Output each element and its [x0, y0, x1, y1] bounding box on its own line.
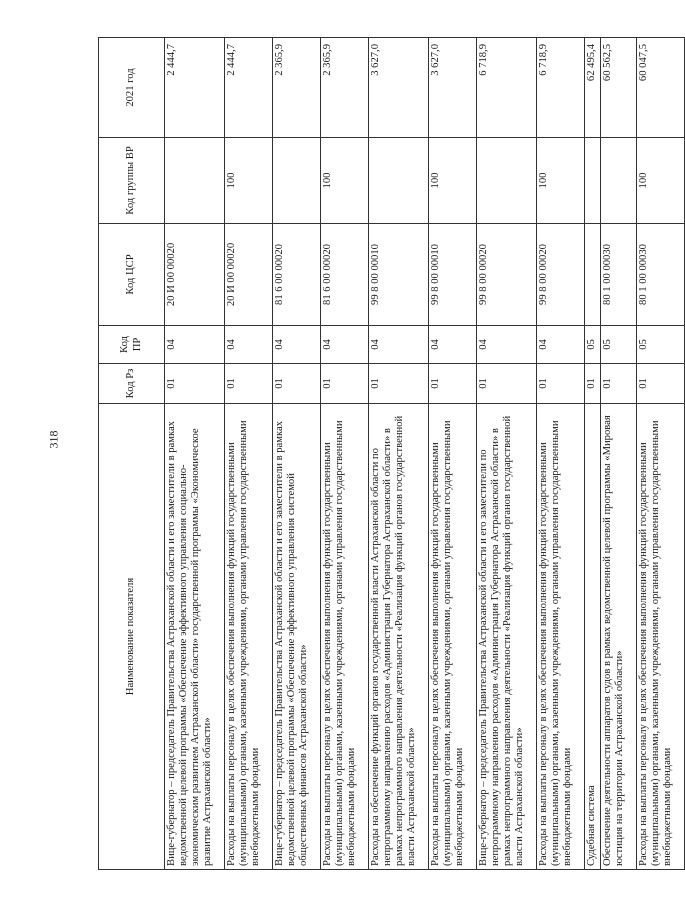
- row-pr: 04: [537, 326, 585, 364]
- row-csr: 99 8 00 00010: [429, 224, 477, 326]
- row-rz: 01: [429, 364, 477, 404]
- row-name: Вице-губернатор – председатель Правительства Астраханской области и его заместители в рамках ведомственной целевой программы «Обеспечение эффективного управления системой общественных финансов Астраханской области»: [273, 404, 321, 870]
- row-value: 2 365,9: [273, 38, 321, 138]
- row-value: 2 365,9: [321, 38, 369, 138]
- row-rz: 01: [637, 364, 685, 404]
- table-row: [537, 38, 585, 870]
- row-name: Расходы на выплаты персоналу в целях обеспечения выполнения функций государственными (муниципальными) органами, казенными учреждениями, органами управления государственными внебюджетными фондами: [429, 404, 477, 870]
- row-vr: [165, 138, 225, 224]
- row-value: 6 718,9: [537, 38, 585, 138]
- row-name: Обеспечение деятельности аппаратов судов в рамках ведомственной целевой программы «Мировая юстиция на территории Астраханской области»: [601, 404, 637, 870]
- row-csr: [585, 224, 601, 326]
- row-name: Расходы на выплаты персоналу в целях обеспечения выполнения функций государственными (муниципальными) органами, казенными учреждениями, органами управления государственными внебюджетными фондами: [537, 404, 585, 870]
- table-row: [637, 38, 685, 870]
- row-pr: 05: [585, 326, 601, 364]
- row-vr: [273, 138, 321, 224]
- row-vr: [601, 138, 637, 224]
- row-csr: 20 И 00 00020: [225, 224, 273, 326]
- row-vr: [369, 138, 429, 224]
- row-rz: 01: [225, 364, 273, 404]
- header-pr: Код ПР: [99, 326, 165, 364]
- row-value: 6 718,9: [477, 38, 537, 138]
- row-pr: 04: [225, 326, 273, 364]
- row-value: 60 047,5: [637, 38, 685, 138]
- row-name: Расходы на выплаты персоналу в целях обеспечения выполнения функций государственными (муниципальными) органами, казенными учреждениями, органами управления государственными внебюджетными фондами: [321, 404, 369, 870]
- table-row: [477, 38, 537, 870]
- row-name: Вице-губернатор – председатель Правительства Астраханской области и его заместители по непрограммному направлению расходов «Администрация Губернатора Астраханской области» в рамках непрограммного направления деятельности «Реализация функций органов государственной власти Астраханской области»: [477, 404, 537, 870]
- row-value: 60 562,5: [601, 38, 637, 138]
- row-csr: 81 6 00 00020: [321, 224, 369, 326]
- row-pr: 04: [273, 326, 321, 364]
- row-value: 2 444,7: [225, 38, 273, 138]
- header-year: 2021 год: [99, 38, 165, 138]
- row-vr: [477, 138, 537, 224]
- page-number: 318: [46, 430, 61, 449]
- row-rz: 01: [165, 364, 225, 404]
- row-csr: 99 8 00 00020: [477, 224, 537, 326]
- table-row: [601, 38, 637, 870]
- row-rz: 01: [585, 364, 601, 404]
- row-rz: 01: [537, 364, 585, 404]
- header-name: Наименование показателя: [99, 404, 165, 870]
- row-name: Судебная система: [585, 404, 601, 870]
- row-csr: 80 1 00 00030: [601, 224, 637, 326]
- header-rz: Код Рз: [99, 364, 165, 404]
- row-vr: 100: [429, 138, 477, 224]
- table-row: [321, 38, 369, 870]
- row-rz: 01: [369, 364, 429, 404]
- row-vr: 100: [537, 138, 585, 224]
- table-row: [585, 38, 601, 870]
- header-csr: Код ЦСР: [99, 224, 165, 326]
- row-rz: 01: [273, 364, 321, 404]
- row-csr: 20 И 00 00020: [165, 224, 225, 326]
- row-rz: 01: [601, 364, 637, 404]
- row-vr: 100: [225, 138, 273, 224]
- row-csr: 81 6 00 00020: [273, 224, 321, 326]
- row-value: 2 444,7: [165, 38, 225, 138]
- row-value: 62 495,4: [585, 38, 601, 138]
- row-value: 3 627,0: [429, 38, 477, 138]
- budget-table: [98, 37, 685, 870]
- row-rz: 01: [477, 364, 537, 404]
- row-vr: [585, 138, 601, 224]
- header-vr: Код группы ВР: [99, 138, 165, 224]
- row-pr: 05: [637, 326, 685, 364]
- row-value: 3 627,0: [369, 38, 429, 138]
- row-vr: 100: [637, 138, 685, 224]
- row-name: Расходы на обеспечение функций органов государственной власти Астраханской области по непрограммному направлению расходов «Администрация Губернатора Астраханской области» в рамках непрограммного направления деятельности «Реализация функций органов государственной власти Астраханской области»: [369, 404, 429, 870]
- row-csr: 80 1 00 00030: [637, 224, 685, 326]
- row-pr: 05: [601, 326, 637, 364]
- row-pr: 04: [369, 326, 429, 364]
- row-pr: 04: [165, 326, 225, 364]
- rotated-table-container: [98, 38, 674, 870]
- row-pr: 04: [477, 326, 537, 364]
- row-csr: 99 8 00 00010: [369, 224, 429, 326]
- table-row: [369, 38, 429, 870]
- row-rz: 01: [321, 364, 369, 404]
- table-row: [429, 38, 477, 870]
- table-row: [165, 38, 225, 870]
- row-name: Вице-губернатор – председатель Правительства Астраханской области и его заместители в рамках ведомственной целевой программы «Обеспечение эффективного управления социально-экономическим развитием Астраханской области» государственной программы «Экономическое развитие Астраханской области»: [165, 404, 225, 870]
- row-name: Расходы на выплаты персоналу в целях обеспечения выполнения функций государственными (муниципальными) органами, казенными учреждениями, органами управления государственными внебюджетными фондами: [637, 404, 685, 870]
- row-pr: 04: [429, 326, 477, 364]
- table-row: [273, 38, 321, 870]
- row-csr: 99 8 00 00020: [537, 224, 585, 326]
- row-name: Расходы на выплаты персоналу в целях обеспечения выполнения функций государственными (муниципальными) органами, казенными учреждениями, органами управления государственными внебюджетными фондами: [225, 404, 273, 870]
- table-row: [225, 38, 273, 870]
- row-vr: 100: [321, 138, 369, 224]
- table-header-row: [99, 38, 165, 870]
- row-pr: 04: [321, 326, 369, 364]
